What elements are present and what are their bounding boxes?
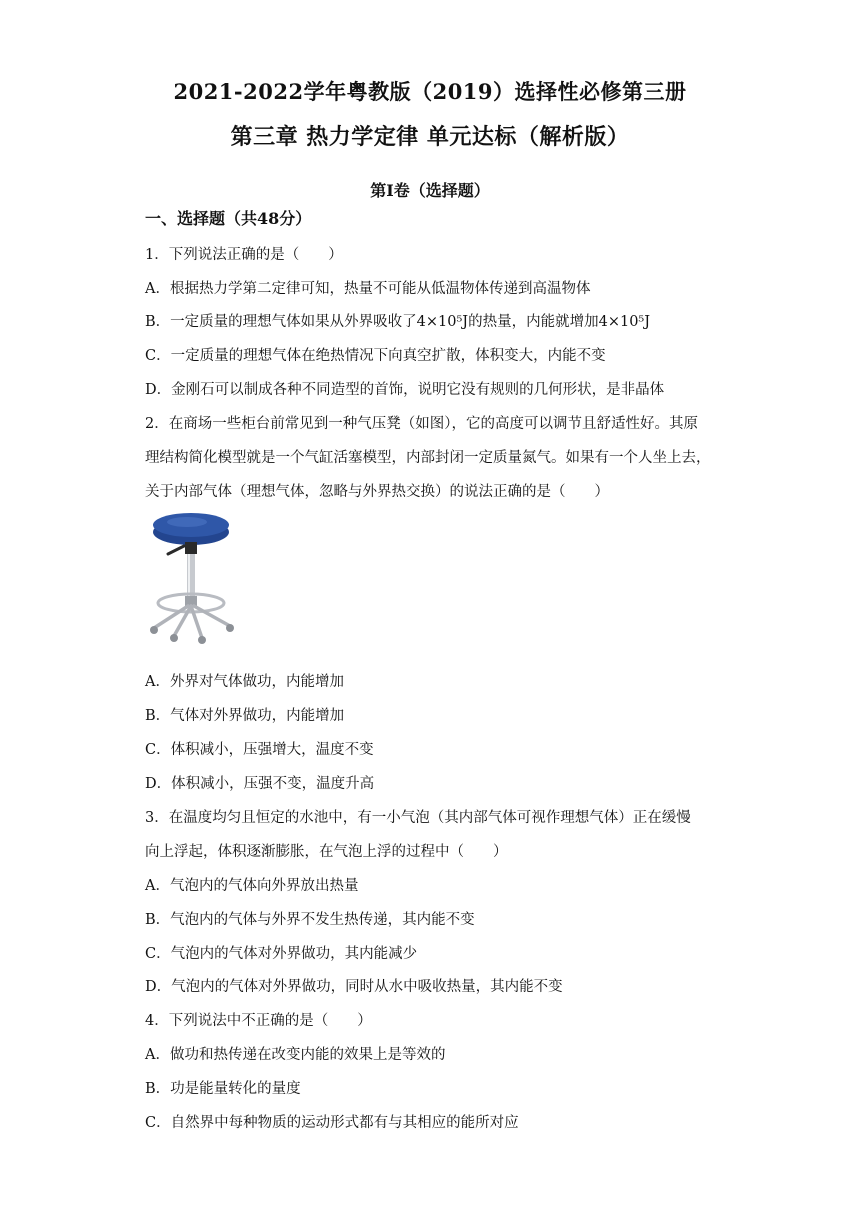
question-1-option-d: D．金刚石可以制成各种不同造型的首饰，说明它没有规则的几何形状，是非晶体 xyxy=(145,382,665,398)
question-1-option-a: A．根据热力学第二定律可知，热量不可能从低温物体传递到高温物体 xyxy=(145,281,591,297)
question-4-stem: 4．下列说法中不正确的是（ ） xyxy=(145,1013,372,1029)
question-3-stem-line2: 向上浮起，体积逐渐膨胀，在气泡上浮的过程中（ ） xyxy=(145,844,508,860)
question-3-option-b: B．气泡内的气体与外界不发生热传递，其内能不变 xyxy=(145,912,475,928)
question-2-option-d: D．体积减小，压强不变，温度升高 xyxy=(145,776,375,792)
question-2-option-b: B．气体对外界做功，内能增加 xyxy=(145,708,345,724)
question-2-option-a: A．外界对气体做功，内能增加 xyxy=(145,674,344,690)
gas-stool-image xyxy=(140,508,242,648)
question-4-option-b: B．功是能量转化的量度 xyxy=(145,1081,301,1097)
document-subtitle: 第三章 热力学定律 单元达标（解析版） xyxy=(230,124,630,150)
section-heading: 一、选择题（共48分） xyxy=(145,209,312,228)
question-3-option-a: A．气泡内的气体向外界放出热量 xyxy=(145,878,359,894)
question-2-option-c: C．体积减小，压强增大，温度不变 xyxy=(145,742,374,758)
question-3-option-d: D．气泡内的气体对外界做功，同时从水中吸收热量，其内能不变 xyxy=(145,979,563,995)
question-2-stem-line3: 关于内部气体（理想气体，忽略与外界热交换）的说法正确的是（ ） xyxy=(145,484,609,500)
question-1-option-c: C．一定质量的理想气体在绝热情况下向真空扩散，体积变大，内能不变 xyxy=(145,348,606,364)
volume-heading: 第Ⅰ卷（选择题） xyxy=(370,181,490,200)
question-4-option-c: C．自然界中每种物质的运动形式都有与其相应的能所对应 xyxy=(145,1115,519,1131)
document-title: 2021-2022学年粤教版（2019）选择性必修第三册 xyxy=(173,79,687,104)
question-3-option-c: C．气泡内的气体对外界做功，其内能减少 xyxy=(145,946,418,962)
question-2-stem-line2: 理结构简化模型就是一个气缸活塞模型，内部封闭一定质量氮气。如果有一个人坐上去， xyxy=(145,450,711,466)
question-1-option-b: B．一定质量的理想气体如果从外界吸收了4×10⁵J的热量，内能就增加4×10⁵J xyxy=(145,314,651,330)
question-3-stem-line1: 3．在温度均匀且恒定的水池中，有一小气泡（其内部气体可视作理想气体）正在缓慢 xyxy=(145,810,691,826)
question-4-option-a: A．做功和热传递在改变内能的效果上是等效的 xyxy=(145,1047,446,1063)
question-1-stem: 1．下列说法正确的是（ ） xyxy=(145,247,343,263)
question-2-stem-line1: 2．在商场一些柜台前常见到一种气压凳（如图），它的高度可以调节且舒适性好。其原 xyxy=(145,416,698,432)
